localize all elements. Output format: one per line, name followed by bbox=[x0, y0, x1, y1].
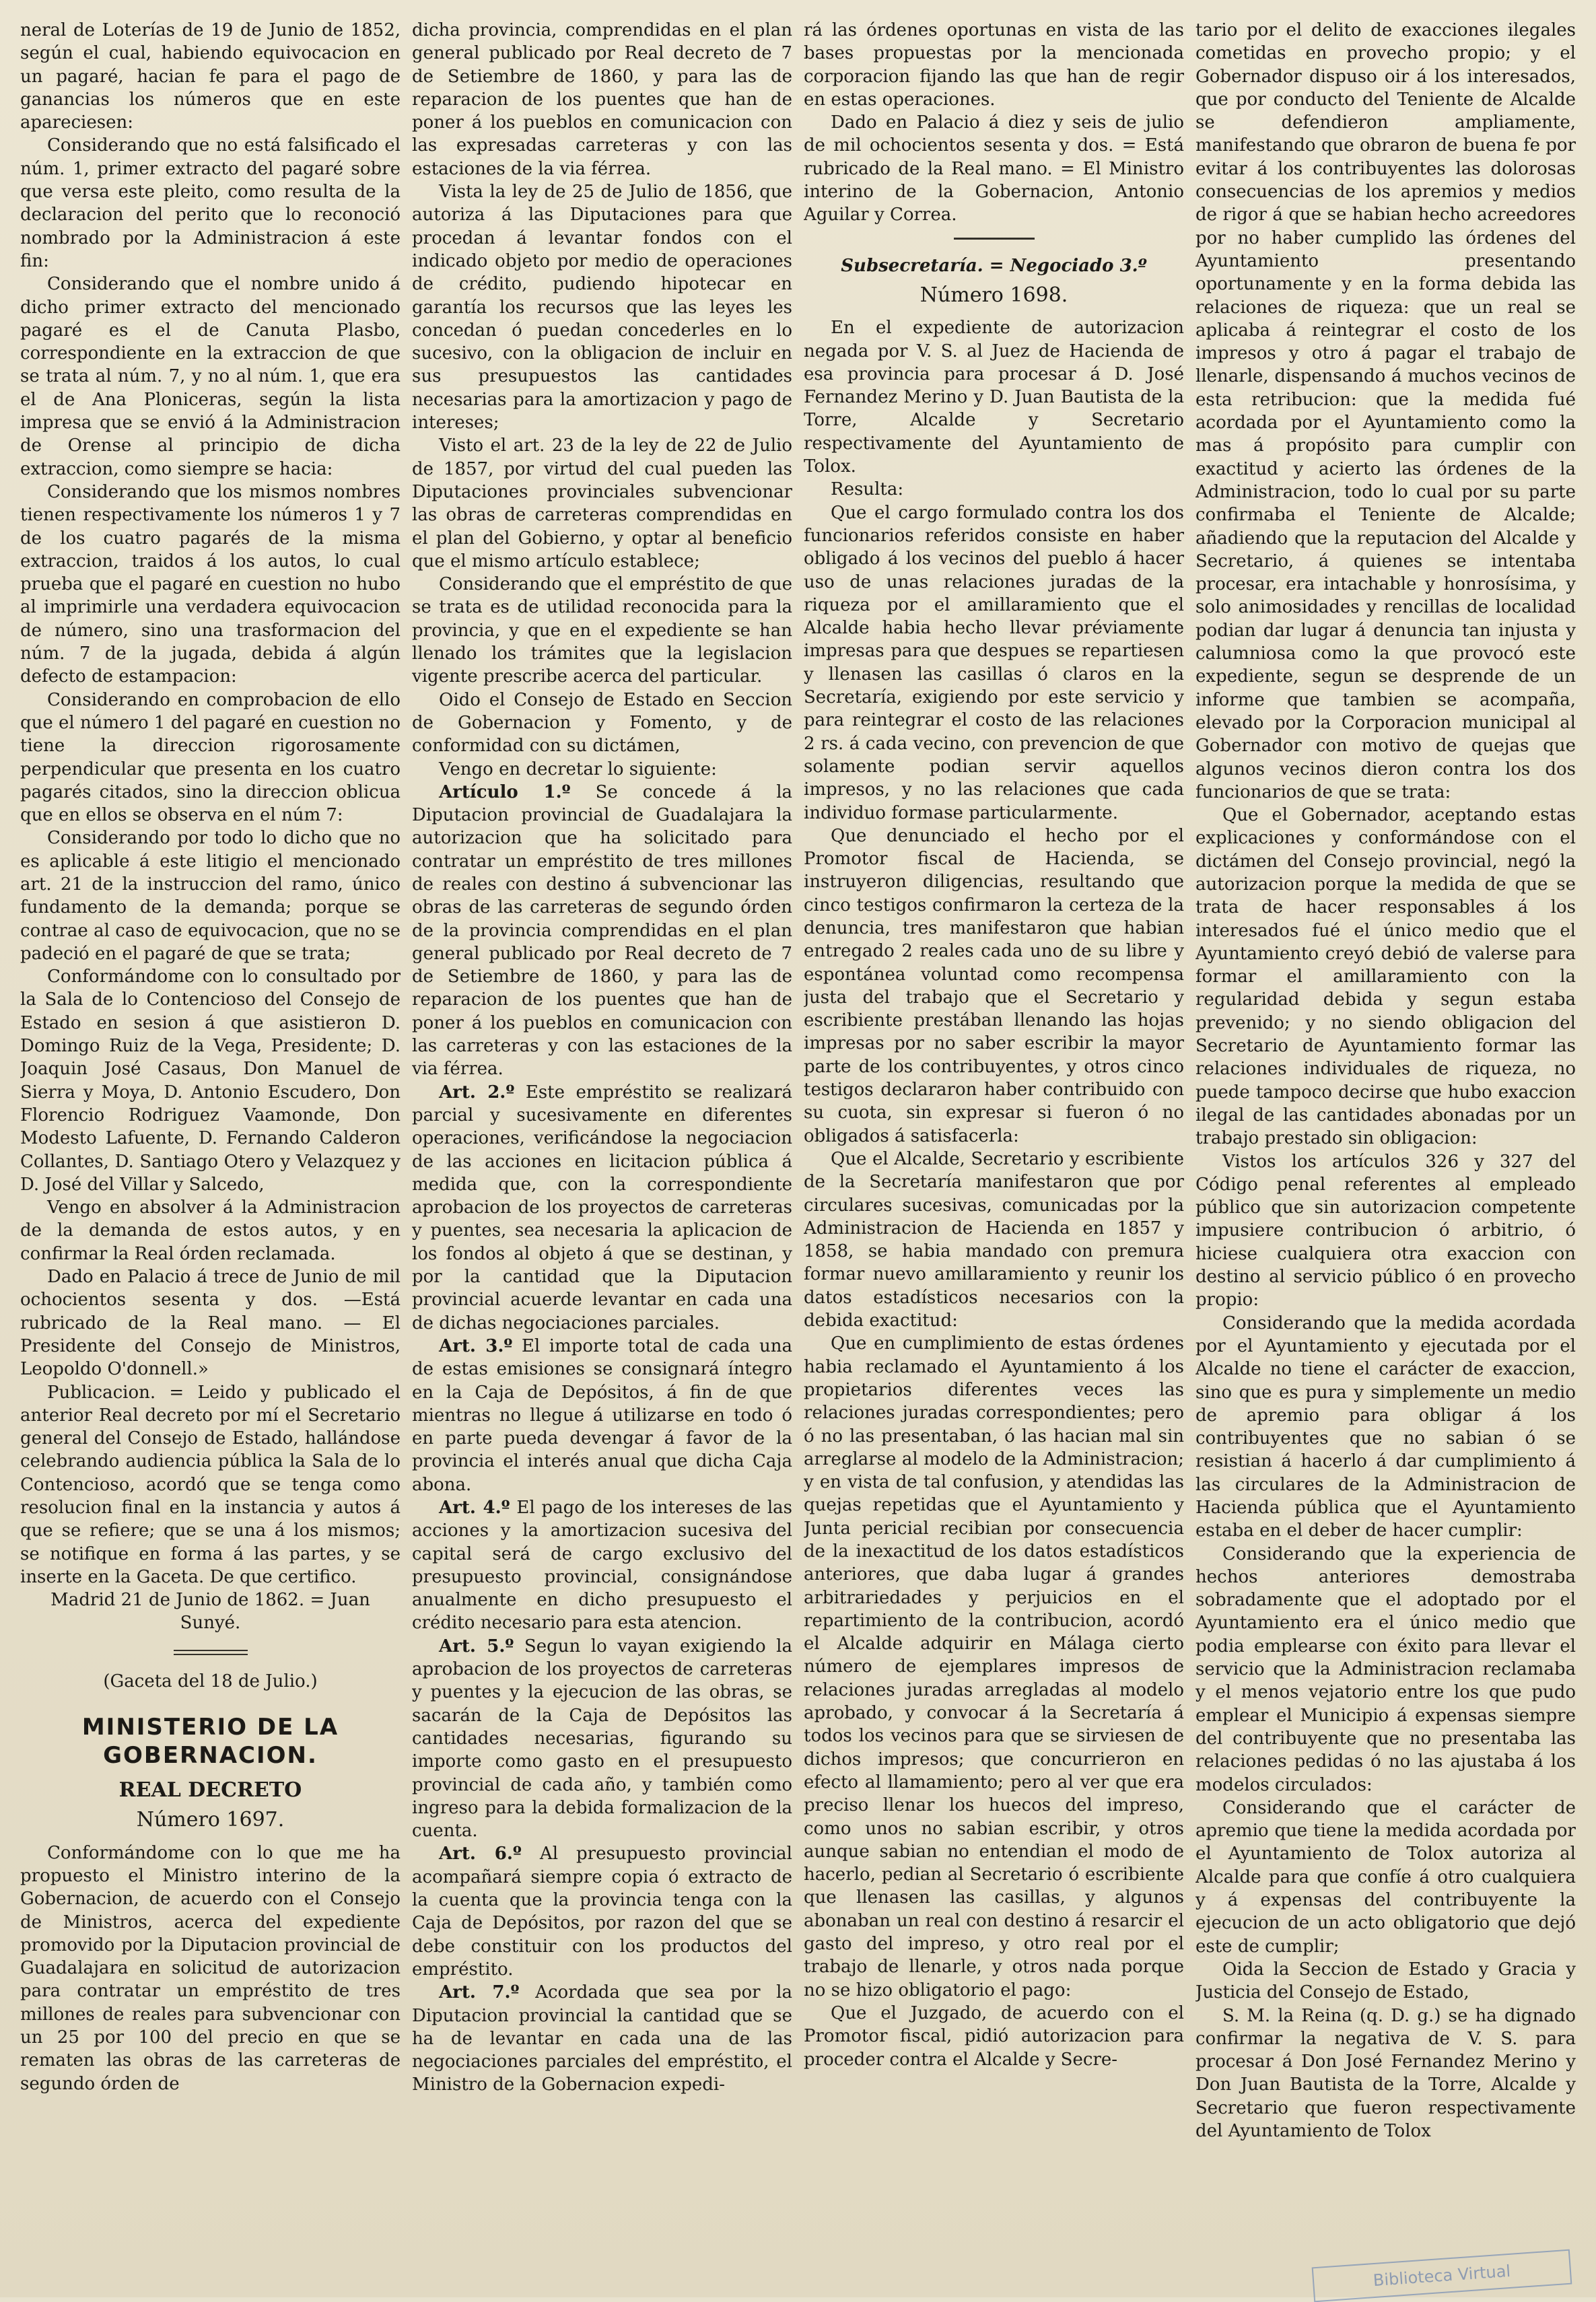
paragraph: Considerando que la experiencia de hechos anteriores demostraba sobradamente que el adoptado por el Ayuntamiento era el único medio que podia emplearse con éxito para llevar el servicio que la Administracion reclamaba y el menos vejatorio entre los que pudo emplear el Municipio á expensas siempre del contribuyente que no presentaba las relaciones pedidas ó no las ajustaba á los modelos circulados: bbox=[1195, 1543, 1576, 1795]
paragraph: Vistos los artículos 326 y 327 del Código penal referentes al empleado público que sin autorizacion competente impusiere contribucion ó arbitrio, ó hiciese cualquiera otra exaccion con destino al servicio público ó en provecho propio: bbox=[1195, 1151, 1576, 1311]
signature: Madrid 21 de Junio de 1862. = Juan Sunyé. bbox=[50, 1590, 370, 1634]
subsecretaria-heading: Subsecretaría. = Negociado 3.º bbox=[841, 255, 1147, 276]
paragraph: Que el cargo formulado contra los dos funcionarios referidos consiste en haber obligado á los vecinos del pueblo á hacer uso de unas relaciones juradas de la riqueza por el amillaramiento que el Alcalde habia hecho llevar préviamente impresas para que despues se repartiesen y llenasen las casillas ó claros en la Secretaría, exigiendo por este servicio y para reintegrar el costo de las relaciones 2 rs. á cada vecino, con prevencion de que solamente podian servir aquellos impresos, y no las relaciones que cada individuo formase particularmente. bbox=[804, 502, 1184, 823]
paragraph: Considerando que el empréstito de que se trata es de utilidad reconocida para la provincia, y que en el expediente se han llenado los trámites que la legislacion vigente prescribe acerca del particular. bbox=[412, 574, 792, 687]
column-3 bbox=[804, 19, 1184, 2280]
paragraph: dicha provincia, comprendidas en el plan general publicado por Real decreto de 7 de Setiembre de 1860, y para las de reparacion de los puentes que han de poner á los pueblos en comunicacion con las expresadas carreteras y con las estaciones de la via férrea. bbox=[412, 20, 792, 179]
article-text: Al presupuesto provincial acompañará siempre copia ó extracto de la cuenta que la provincia tenga con la Caja de Depósitos, por razon del que se debe constituir con los productos del empréstito. bbox=[412, 1844, 792, 1980]
paragraph: neral de Loterías de 19 de Junio de 1852, según el cual, habiendo equivocacion en un pagaré, hacian fe para el pago de ganancias los números que en este apareciesen: bbox=[20, 20, 401, 133]
paragraph: En el expediente de autorizacion negada por V. S. al Juez de Hacienda de esa provincia para procesar á D. José Fernandez Merino y D. Juan Bautista de la Torre, Alcalde y Secretario respectivamente del Ayuntamiento de Tolox. bbox=[804, 318, 1184, 477]
column-2 bbox=[412, 19, 792, 2280]
paragraph: Vista la ley de 25 de Julio de 1856, que autoriza á las Diputaciones para que procedan á levantar fondos con el indicado objeto por medio de operaciones de crédito, pudiendo hipotecar en garantía los recursos que las leyes les concedan ó puedan concederles en lo sucesivo, con la obligacion de incluir en sus presupuestos las cantidades necesarias para la amortizacion y pago de intereses; bbox=[412, 182, 792, 433]
article-2 bbox=[412, 1081, 792, 1335]
paragraph: Considerando que no está falsificado el núm. 1, primer extracto del pagaré sobre que versa este pleito, como resulta de la declaracion del perito que lo reconoció nombrado por la Administracion á este fin: bbox=[20, 135, 401, 271]
column-4 bbox=[1195, 19, 1576, 2280]
paragraph: tario por el delito de exacciones ilegales cometidas en provecho propio; y el Gobernador dispuso oir á los interesados, que por conducto del Teniente de Alcalde se defendieron ampliamente, manifestando que obraron de buena fe por evitar á los contribuyentes las dolorosas consecuencias de los apremios y medios de rigor á que se habian hecho acreedores por no haber cumplido las órdenes del Ayuntamiento presentando oportunamente y en la forma debida las relaciones de riqueza: que un real se aplicaba á reintegrar el costo de los impresos y otro á pagar el trabajo de llenarle, dispensando á muchos vecinos de esta retribucion: que la medida fué acordada por el Ayuntamiento como la mas á propósito para cumplir con exactitud y acierto las órdenes de la Administracion, todo lo cual por su parte confirmaba el Teniente de Alcalde; añadiendo que la reputacion del Alcalde y Secretario, á quienes se intentaba procesar, era intachable y honrosísima, y solo animosidades y rencillas de localidad podian dar lugar á denuncia tan injusta y calumniosa como la que provocó este expediente, segun se desprende de un informe que tambien se acompaña, elevado por la Corporacion municipal al Gobernador con motivo de quejas que algunos vecinos dieron contra los dos funcionarios de que se trata: bbox=[1195, 20, 1576, 802]
article-text: Se concede á la Diputacion provincial de Guadalajara la autorizacion que ha solicitado para contratar un empréstito de tres millones de reales con destino á subvencionar las obras de las carreteras de segundo órden de la provincia comprendidas en el plan general publicado por Real decreto de 7 de Setiembre de 1860, y para las de reparacion de los puentes que han de poner á los pueblos en comunicacion con las carreteras y con las estaciones de la via férrea. bbox=[412, 781, 792, 1080]
article-4 bbox=[412, 1496, 792, 1635]
article-text: El importe total de cada una de estas emisiones se consignará íntegro en la Caja de Depósitos, á fin de que mientras no llegue á utilizarse en todo ó en parte pueda devengar á favor de la provincia el interés anual que dicha Caja abona. bbox=[412, 1335, 792, 1495]
decree-number: Número 1697. bbox=[136, 1808, 285, 1832]
decree-title: REAL DECRETO bbox=[118, 1778, 302, 1803]
article-6 bbox=[412, 1842, 792, 1981]
paragraph: Considerando que los mismos nombres tienen respectivamente los números 1 y 7 de los cuatro pagarés de la misma extraccion, traidos á los autos, lo cual prueba que el pagaré en cuestion no hubo al imprimirle una verdadera equivocacion de número, sino una trasformacion del núm. 7 de la jugada, debida á algún defecto de estampacion: bbox=[20, 481, 401, 687]
columns bbox=[20, 19, 1576, 2280]
paragraph: S. M. la Reina (q. D. g.) se ha dignado confirmar la negativa de V. S. para procesar á Don José Fernandez Merino y Don Juan Bautista de la Torre, Alcalde y Secretario que fueron respectivamente del Ayuntamiento de Tolox bbox=[1195, 2005, 1576, 2142]
article-1 bbox=[412, 781, 792, 1081]
article-label: Art. 3.º bbox=[439, 1335, 513, 1356]
paragraph: Visto el art. 23 de la ley de 22 de Julio de 1857, por virtud del cual pueden las Diputaciones provinciales subvencionar las obras de carreteras comprendidas en el plan del Gobierno, y optar al beneficio que el mismo artículo establece; bbox=[412, 435, 792, 571]
paragraph: rá las órdenes oportunas en vista de las bases propuestas por la mencionada corporacion fijando las que han de regir en estas operaciones. bbox=[804, 20, 1184, 110]
paragraph: Que el Alcalde, Secretario y escribiente de la Secretaría manifestaron que por circulares sucesivas, comunicadas por la Administracion de Hacienda en 1857 y 1858, se habia mandado con premura formar nuevo amillaramiento y reunir los datos estadísticos necesarios con la debida exactitud: bbox=[804, 1148, 1184, 1331]
paragraph: Que denunciado el hecho por el Promotor fiscal de Hacienda, se instruyeron diligencias, resultando que cinco testigos confirmaron la certeza de la denuncia, tres manifestaron que habian entregado 2 reales cada uno de su libre y espontánea voluntad como recompensa justa del trabajo que el Secretario y escribiente prestában llenando las hojas impresas por no saber escribir la mayor parte de los contribuyentes, y otros cinco testigos declararon haber contribuido con su cuota, sin expresar si fueron ó no obligados á satisfacerla: bbox=[804, 825, 1184, 1146]
resolution-number: Número 1698. bbox=[920, 283, 1068, 307]
article-5 bbox=[412, 1635, 792, 1843]
resulta-label: Resulta: bbox=[831, 479, 904, 500]
paragraph: Oido el Consejo de Estado en Seccion de Gobernacion y Fomento, y de conformidad con su dictámen, bbox=[412, 689, 792, 757]
paragraph: Publicacion. = Leido y publicado el anterior Real decreto por mí el Secretario general del Consejo de Estado, hallándose celebrando audiencia pública la Sala de lo Contencioso, acordó que se tenga como resolucion final en la instancia y autos á que se refiere; que se una á los mismos; se notifique en forma á las partes, y se inserte en la Gaceta. De que certifico. bbox=[20, 1382, 401, 1587]
article-label: Art. 2.º bbox=[439, 1082, 515, 1103]
divider bbox=[954, 238, 1035, 240]
paragraph: Que en cumplimiento de estas órdenes habia reclamado el Ayuntamiento á los propietarios diferentes veces las relaciones juradas correspondientes; pero ó no las presentaban, ó las hacian mal sin arreglarse al modelo de la Administracion; y en vista de tal confusion, y atendidas las quejas repetidas que el Ayuntamiento y Junta pericial recibian por consecuencia de la inexactitud de los datos estadísticos anteriores, que daba lugar á grandes arbitrariedades y perjuicios en el repartimiento de la contribucion, acordó el Alcalde adquirir en Málaga cierto número de ejemplares impresos de relaciones juradas arregladas al modelo aprobado, y convocar á la Secretaría á todos los vecinos para que se sirviesen de dichos impresos; que concurrieron en efecto al llamamiento; pero al ver que era preciso llenar los huecos del impreso, como unos no sabian escribir, y otros aunque sabian no entendian el modo de hacerlo, pedian al Secretario ó escribiente que llenasen las casillas, y algunos abonaban un real con destino á resarcir el gasto del impreso, y otro real por el trabajo de llenarle, y otros nada porque no se hizo obligatorio el pago: bbox=[804, 1333, 1184, 2000]
paragraph: Considerando por todo lo dicho que no es aplicable á este litigio el mencionado art. 21 de la instruccion del ramo, único fundamento de la demanda; porque se contrae al caso de equivocacion, que no se padeció en el pagaré de que se trata; bbox=[20, 828, 401, 964]
article-text: Segun lo vayan exigiendo la aprobacion de los proyectos de carreteras y puentes y la ejecucion de las obras, se sacarán de la Caja de Depósitos las cantidades necesarias, figurando su importe como gasto en el presupuesto provincial de cada año, y también como ingreso para la debida formalizacion de la cuenta. bbox=[412, 1636, 792, 1842]
paragraph: Que el Juzgado, de acuerdo con el Promotor fiscal, pidió autorizacion para proceder contra el Alcalde y Secre- bbox=[804, 2002, 1184, 2070]
article-label: Artículo 1.º bbox=[439, 781, 571, 802]
paragraph: Vengo en decretar lo siguiente: bbox=[439, 759, 717, 779]
article-text: Este empréstito se realizará parcial y sucesivamente en diferentes operaciones, verificándose la negociacion de las acciones en licitacion pública á medida que, con la correspondiente aprobacion de los proyectos de carreteras y puentes, sea necesaria la aplicacion de los fondos al objeto á que se destinan, y por la cantidad que la Diputacion provincial acuerde levantar en cada una de dichas negociaciones parciales. bbox=[412, 1082, 792, 1333]
column-1 bbox=[20, 19, 401, 2280]
paragraph: Conformándome con lo que me ha propuesto el Ministro interino de la Gobernacion, de acuerdo con el Consejo de Ministros, acerca del expediente promovido por la Diputacion provincial de Guadalajara en solicitud de autorizacion para contratar un empréstito de tres millones de reales para subvencionar con un 25 por 100 del precio en que se rematen las obras de las carreteras de segundo órden de bbox=[20, 1842, 401, 2094]
paragraph: Considerando que el nombre unido á dicho primer extracto del mencionado pagaré es el de Canuta Plasbo, correspondiente en la extraccion de que se trata al núm. 7, y no al núm. 1, que era el de Ana Ploniceras, según la lista impresa que se envió á la Administracion de Orense al principio de dicha extraccion, como siempre se hacia: bbox=[20, 274, 401, 479]
paragraph: Considerando en comprobacion de ello que el número 1 del pagaré en cuestion no tiene la direccion rigorosamente perpendicular que presenta en los cuatro pagarés citados, sino la direccion oblicua que en ellos se observa en el núm 7: bbox=[20, 689, 401, 826]
article-label: Art. 4.º bbox=[439, 1498, 510, 1518]
paragraph: Oida la Seccion de Estado y Gracia y Justicia del Consejo de Estado, bbox=[1195, 1959, 1576, 2003]
paragraph: Considerando que el carácter de apremio que tiene la medida acordada por el Ayuntamiento de Tolox autoriza al Alcalde para que confíe á otro cualquiera y á expensas del contribuyente la ejecucion de un acto obligatorio que dejó este de cumplir; bbox=[1195, 1797, 1576, 1957]
gazette-reference: (Gaceta del 18 de Julio.) bbox=[103, 1671, 318, 1691]
paragraph: Dado en Palacio á trece de Junio de mil ochocientos sesenta y dos. —Está rubricado de la Real mano. — El Presidente del Consejo de Ministros, Leopoldo O'donnell.» bbox=[20, 1267, 401, 1380]
paragraph: Conformándome con lo consultado por la Sala de lo Contencioso del Consejo de Estado en sesion á que asistieron D. Domingo Ruiz de la Vega, Presidente; D. Joaquin José Casaus, Don Manuel de Sierra y Moya, D. Antonio Escudero, Don Florencio Rodriguez Vaamonde, Don Modesto Lafuente, D. Fernando Calderon Collantes, D. Santiago Otero y Velazquez y D. José del Villar y Salcedo, bbox=[20, 967, 401, 1195]
ministry-heading: MINISTERIO DE LA GOBERNACION. bbox=[81, 1714, 339, 1770]
article-text: Acordada que sea por la Diputacion provincial la cantidad que se ha de levantar en cada una de las negociaciones parciales del empréstito, el Ministro de la Gobernacion expedi- bbox=[412, 1982, 792, 2095]
article-label: Art. 7.º bbox=[439, 1982, 520, 2003]
paragraph: Vengo en absolver á la Administracion de la demanda de estos autos, y en confirmar la Real órden reclamada. bbox=[20, 1197, 401, 1264]
article-text: El pago de los intereses de las acciones y la amortizacion sucesiva del capital será de cargo exclusivo del presupuesto provincial, consignándose anualmente en dicho presupuesto el crédito necesario para esta atencion. bbox=[412, 1498, 792, 1634]
paragraph: Que el Gobernador, aceptando estas explicaciones y conformándose con el dictámen del Consejo provincial, negó la autorizacion porque la medida de que se trata de hacer responsables á los interesados fué el único medio que el Ayuntamiento creyó debió de valerse para formar el amillaramiento con la regularidad debida y segun estaba prevenido; y no siendo obligacion del Secretario de Ayuntamiento formar las relaciones individuales de riqueza, no puede tampoco decirse que hubo exaccion ilegal de las cantidades abonadas por un trabajo prestado sin obligacion: bbox=[1195, 805, 1576, 1149]
divider bbox=[174, 1650, 248, 1655]
article-3 bbox=[412, 1335, 792, 1496]
article-label: Art. 6.º bbox=[439, 1844, 522, 1864]
paragraph: Considerando que la medida acordada por el Ayuntamiento y ejecutada por el Alcalde no tiene el carácter de exaccion, sino que es pura y simplemente un medio de apremio para obligar á los contribuyentes que no sabian ó se resistian á hacerlo á dar cumplimiento á las circulares de la Administracion de Hacienda pública que el Ayuntamiento estaba en el deber de hacer cumplir: bbox=[1195, 1313, 1576, 1541]
article-7 bbox=[412, 1981, 792, 2096]
article-label: Art. 5.º bbox=[439, 1636, 514, 1656]
paragraph: Dado en Palacio á diez y seis de julio de mil ochocientos sesenta y dos. = Está rubricado de la Real mano. = El Ministro interino de la Gobernacion, Antonio Aguilar y Correa. bbox=[804, 112, 1184, 225]
library-stamp: Biblioteca Virtual bbox=[1312, 2249, 1572, 2302]
